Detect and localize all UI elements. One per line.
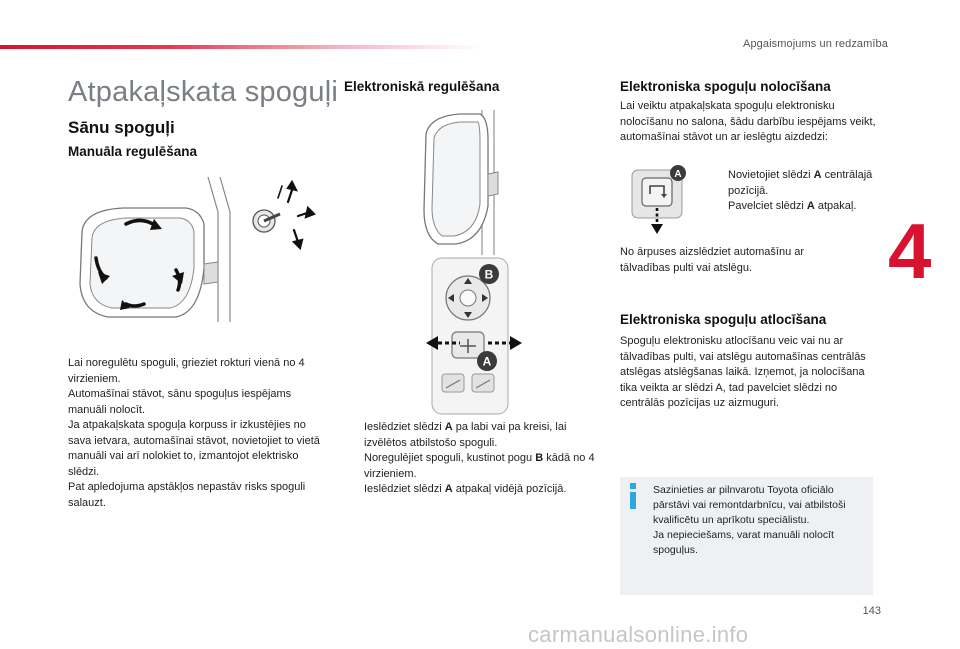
list-item: Ieslēdziet slēdzi A atpakaļ vidējā pozīcijā. [364,483,567,495]
paragraph: Ja nepieciešams, varat manuāli nolocīt spoguļus. [653,529,834,556]
list-item: Noregulējiet spoguli, kustinot pogu B kādā no 4 virzieniem. [364,452,595,480]
paragraph: Lai noregulētu spoguli, grieziet rokturi vienā no 4 virzieniem. [68,357,305,385]
paragraph: Pat apledojuma apstākļos nepastāv risks spoguli salauzt. [68,481,306,509]
fold-steps [708,168,878,215]
electronic-adjust-heading: Elektroniskā regulēšana [344,79,500,94]
side-mirrors-heading: Sānu spoguļi [68,118,175,137]
unfold-text: Spoguļu elektronisku atlocīšanu veic vai nu ar tālvadības pulti, vai atslēgu automašīnas centrālās atslēgas atslēgšanas laikā. Izņemot, ja nolocīšana tika veikta ar slēdzi A, tad pavelciet slēdzi no centrālās pozīcijas uz aizmuguri. [620,335,866,409]
manual-adjust-heading: Manuāla regulēšana [68,144,198,159]
list-item: Pavelciet slēdzi A atpakaļ. [728,200,857,212]
fold-intro: Lai veiktu atpakaļskata spoguļu elektronisku nolocīšanu no salona, šādu darbību iespējams veikt, automašīnai stāvot un ar ieslēgtu aizdedzi: [620,100,876,143]
chapter-number: 4 [888,207,932,295]
list-item: Ieslēdziet slēdzi A pa labi vai pa kreisi, lai izvēlētos atbilstošo spoguli. [364,421,567,449]
electronic-adjust-steps [344,420,596,498]
unfold-heading: Elektroniska spoguļu atlocīšana [620,312,827,327]
manual-adjust-text [68,356,322,511]
section-header: Apgaismojums un redzamība [743,38,888,50]
info-text [653,483,868,558]
page-title: Atpakaļskata spoguļi [68,76,338,108]
page-number: 143 [862,605,881,617]
fold-outside-text: No ārpuses aizslēdziet automašīnu ar tālvadības pulti vai atslēgu. [620,246,805,274]
header-accent-bar [0,45,480,49]
info-icon [628,483,638,509]
paragraph: Automašīnai stāvot, sānu spoguļus iespējams manuāli nolocīt. [68,388,292,416]
switch-a-arrows [424,330,524,356]
label-b: B [484,267,494,282]
electric-mirror-illustration [420,110,530,255]
label-a: A [482,354,492,369]
list-item: Novietojiet slēdzi A centrālajā pozīcijā. [728,169,873,197]
watermark: carmanualsonline.info [528,622,749,647]
manual-mirror-illustration [68,172,330,322]
fold-switch-illustration [628,164,690,234]
paragraph: Sazinieties ar pilnvarotu Toyota oficiālo pārstāvi vai remontdarbnīcu, vai atbilstoši kvalificētu un aprīkotu speciālistu. [653,484,846,526]
label-a: A [674,169,682,180]
label-b-badge [478,263,500,285]
chapter-tab [884,207,960,300]
label-a-badge [476,350,498,372]
fold-heading: Elektroniska spoguļu nolocīšana [620,79,831,94]
paragraph: Ja atpakaļskata spoguļa korpuss ir izkustējies no sava ietvara, automašīnai stāvot, novietojiet to vietā manuāli vai arī nolokiet to, izmantojot elektrisko slēdzi. [68,419,320,478]
